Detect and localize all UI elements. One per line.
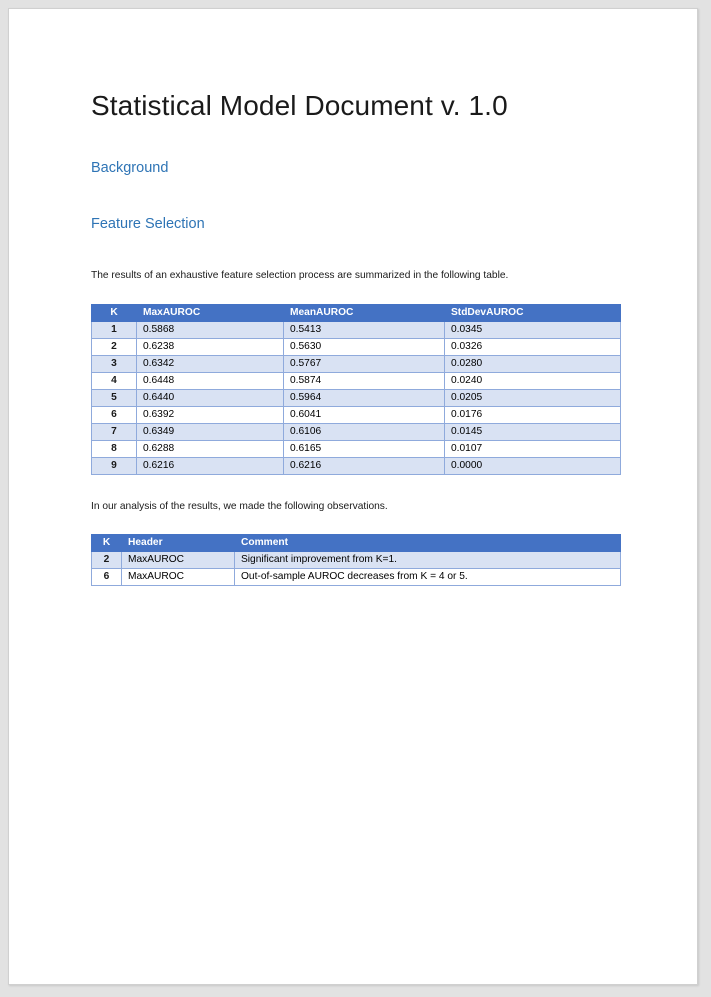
results-table-body [92, 321, 621, 474]
cell-header: MaxAUROC [122, 552, 235, 569]
cell-std: 0.0345 [445, 321, 621, 338]
cell-mean: 0.5874 [284, 372, 445, 389]
cell-mean: 0.6041 [284, 406, 445, 423]
cell-k: 6 [92, 406, 137, 423]
document-content [91, 89, 621, 611]
cell-max: 0.6392 [137, 406, 284, 423]
cell-k: 8 [92, 440, 137, 457]
table-row [92, 457, 621, 474]
cell-max: 0.6216 [137, 457, 284, 474]
cell-std: 0.0107 [445, 440, 621, 457]
column-header-stddevauroc: StdDevAUROC [445, 304, 621, 321]
table-row [92, 389, 621, 406]
cell-mean: 0.5413 [284, 321, 445, 338]
table-row [92, 321, 621, 338]
cell-comment: Significant improvement from K=1. [235, 552, 621, 569]
cell-std: 0.0205 [445, 389, 621, 406]
cell-k: 3 [92, 355, 137, 372]
cell-max: 0.5868 [137, 321, 284, 338]
cell-k: 5 [92, 389, 137, 406]
cell-max: 0.6440 [137, 389, 284, 406]
cell-mean: 0.5630 [284, 338, 445, 355]
cell-std: 0.0176 [445, 406, 621, 423]
cell-max: 0.6342 [137, 355, 284, 372]
cell-header: MaxAUROC [122, 569, 235, 586]
heading-feature-selection: Feature Selection [91, 215, 205, 232]
column-header-meanauroc: MeanAUROC [284, 304, 445, 321]
cell-k: 4 [92, 372, 137, 389]
paragraph-results-intro: The results of an exhaustive feature selection process are summarized in the following table. [91, 269, 509, 281]
cell-comment: Out-of-sample AUROC decreases from K = 4 or 5. [235, 569, 621, 586]
cell-k: 2 [92, 552, 122, 569]
cell-mean: 0.6165 [284, 440, 445, 457]
paragraph-observations-intro: In our analysis of the results, we made the following observations. [91, 500, 388, 512]
cell-k: 7 [92, 423, 137, 440]
cell-std: 0.0326 [445, 338, 621, 355]
cell-mean: 0.5964 [284, 389, 445, 406]
heading-background: Background [91, 159, 169, 176]
cell-k: 9 [92, 457, 137, 474]
column-header-header: Header [122, 535, 235, 552]
cell-std: 0.0240 [445, 372, 621, 389]
column-header-k: K [92, 304, 137, 321]
cell-k: 2 [92, 338, 137, 355]
cell-mean: 0.6106 [284, 423, 445, 440]
column-header-k: K [92, 535, 122, 552]
table-row [92, 406, 621, 423]
table-row [92, 440, 621, 457]
observations-table-body [92, 552, 621, 586]
table-row [92, 569, 621, 586]
observations-table-header [92, 535, 621, 552]
document-page [8, 8, 698, 985]
cell-std: 0.0280 [445, 355, 621, 372]
table-header-row [92, 304, 621, 321]
column-header-maxauroc: MaxAUROC [137, 304, 284, 321]
table-row [92, 423, 621, 440]
cell-max: 0.6349 [137, 423, 284, 440]
cell-max: 0.6238 [137, 338, 284, 355]
cell-k: 6 [92, 569, 122, 586]
observations-table [91, 534, 621, 586]
cell-max: 0.6448 [137, 372, 284, 389]
results-table-header [92, 304, 621, 321]
cell-mean: 0.5767 [284, 355, 445, 372]
table-row [92, 338, 621, 355]
cell-std: 0.0000 [445, 457, 621, 474]
cell-k: 1 [92, 321, 137, 338]
page-title: Statistical Model Document v. 1.0 [91, 90, 508, 121]
table-row [92, 552, 621, 569]
table-row [92, 372, 621, 389]
table-header-row [92, 535, 621, 552]
results-table [91, 304, 621, 475]
column-header-comment: Comment [235, 535, 621, 552]
cell-std: 0.0145 [445, 423, 621, 440]
cell-max: 0.6288 [137, 440, 284, 457]
table-row [92, 355, 621, 372]
cell-mean: 0.6216 [284, 457, 445, 474]
